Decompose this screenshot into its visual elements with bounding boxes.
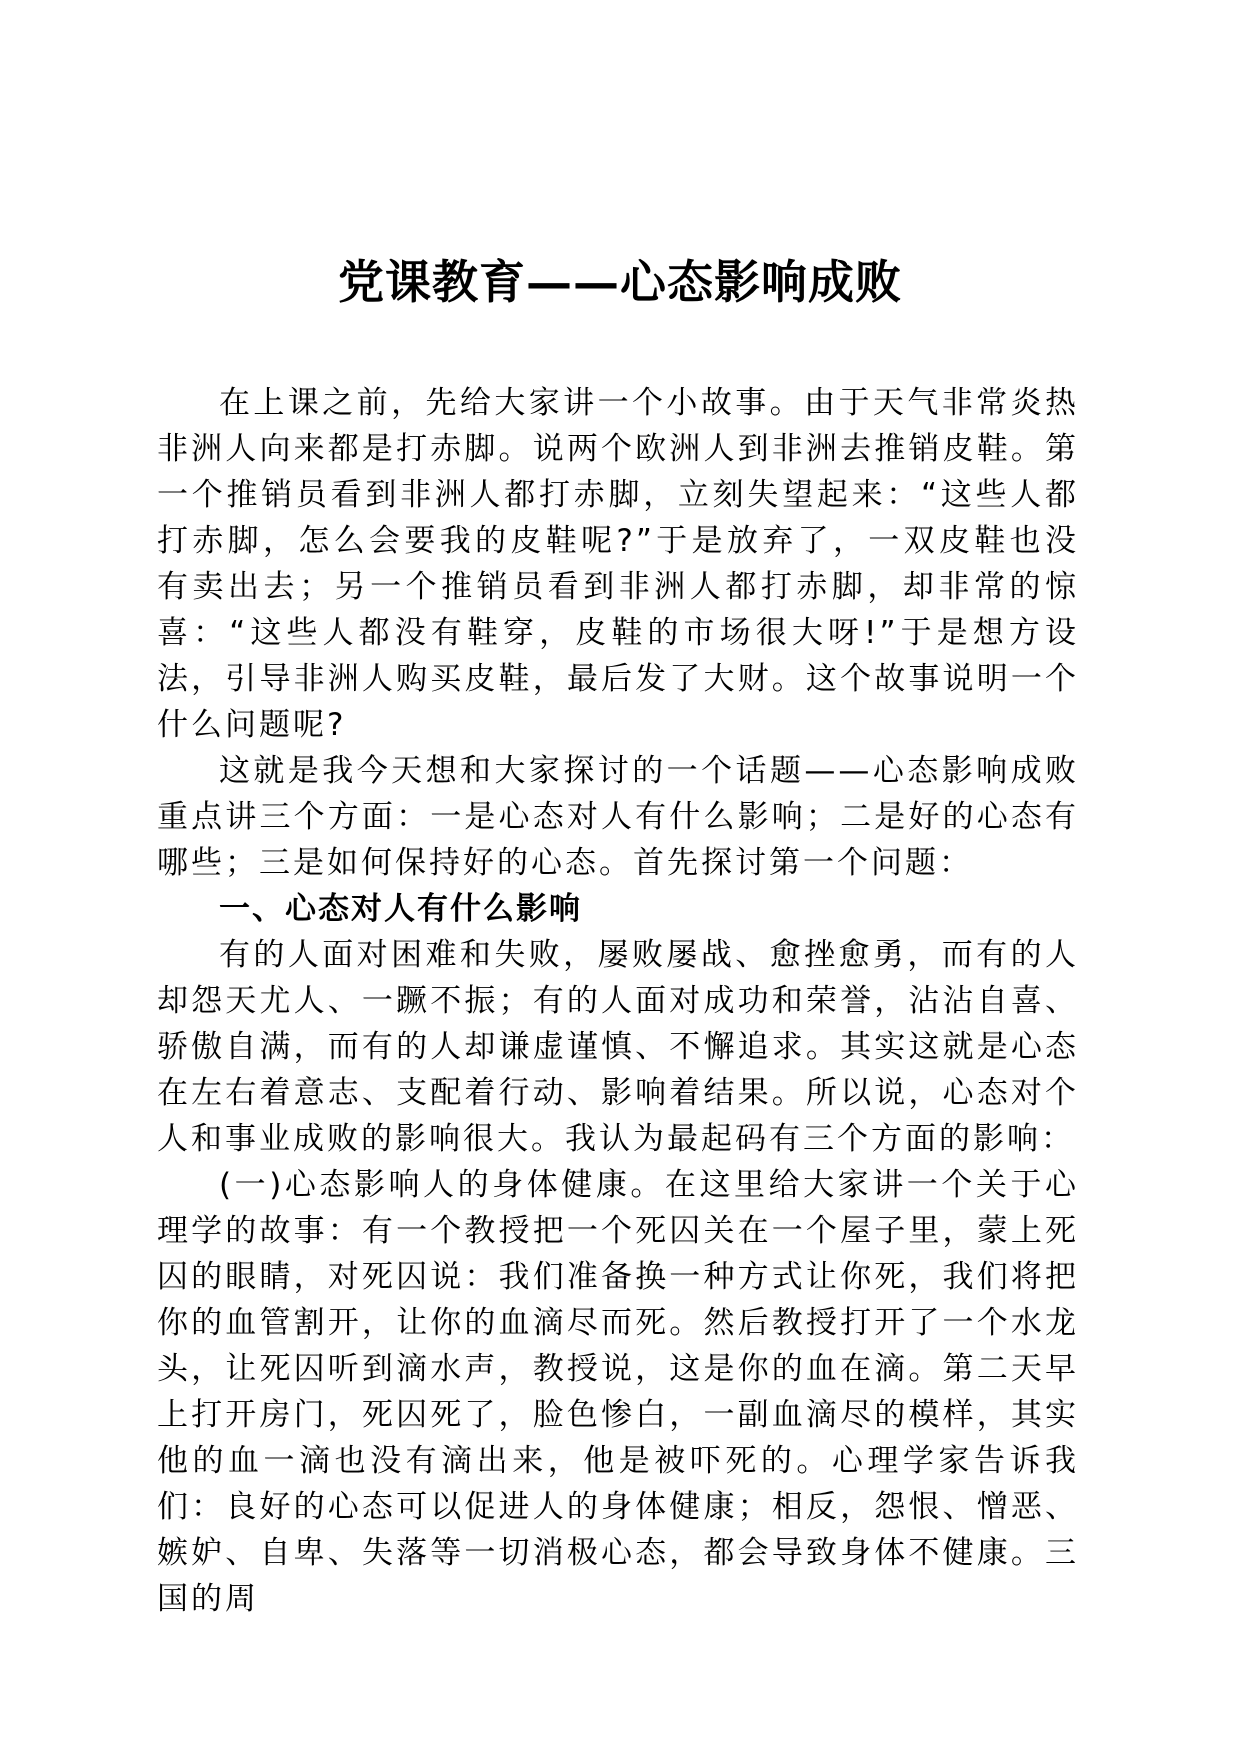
- section-heading-1: 一、心态对人有什么影响: [219, 891, 582, 927]
- document-body: [157, 380, 1079, 1622]
- paragraph-intro-story: 在上课之前，先给大家讲一个小故事。由于天气非常炎热非洲人向来都是打赤脚。说两个欧洲人到非洲去推销皮鞋。第一个推销员看到非洲人都打赤脚，立刻失望起来：“这些人都打赤脚，怎么会要我的皮鞋呢?”于是放弃了，一双皮鞋也没有卖出去；另一个推销员看到非洲人都打赤脚，却非常的惊喜：“这些人都没有鞋穿，皮鞋的市场很大呀!”于是想方设法，引导非洲人购买皮鞋，最后发了大财。这个故事说明一个什么问题呢?: [157, 385, 1079, 743]
- paragraph-topic-overview: 这就是我今天想和大家探讨的一个话题——心态影响成败重点讲三个方面：一是心态对人有什么影响；二是好的心态有哪些；三是如何保持好的心态。首先探讨第一个问题：: [157, 753, 1079, 881]
- paragraph-mindset-influence: 有的人面对困难和失败，屡败屡战、愈挫愈勇，而有的人却怨天尤人、一蹶不振；有的人面对成功和荣誉，沾沾自喜、骄傲自满，而有的人却谦虚谨慎、不懈追求。其实这就是心态在左右着意志、支配着行动、影响着结果。所以说，心态对个人和事业成败的影响很大。我认为最起码有三个方面的影响：: [157, 937, 1079, 1157]
- document-title: 党课教育——心态影响成败: [338, 255, 902, 309]
- paragraph-health-story: (一)心态影响人的身体健康。在这里给大家讲一个关于心理学的故事：有一个教授把一个死囚关在一个屋子里，蒙上死囚的眼睛，对死囚说：我们准备换一种方式让你死，我们将把你的血管割开，让你的血滴尽而死。然后教授打开了一个水龙头，让死囚听到滴水声，教授说，这是你的血在滴。第二天早上打开房门，死囚死了，脸色惨白，一副血滴尽的模样，其实他的血一滴也没有滴出来，他是被吓死的。心理学家告诉我们：良好的心态可以促进人的身体健康；相反，怨恨、憎恶、嫉妒、自卑、失落等一切消极心态，都会导致身体不健康。三国的周: [157, 1167, 1079, 1617]
